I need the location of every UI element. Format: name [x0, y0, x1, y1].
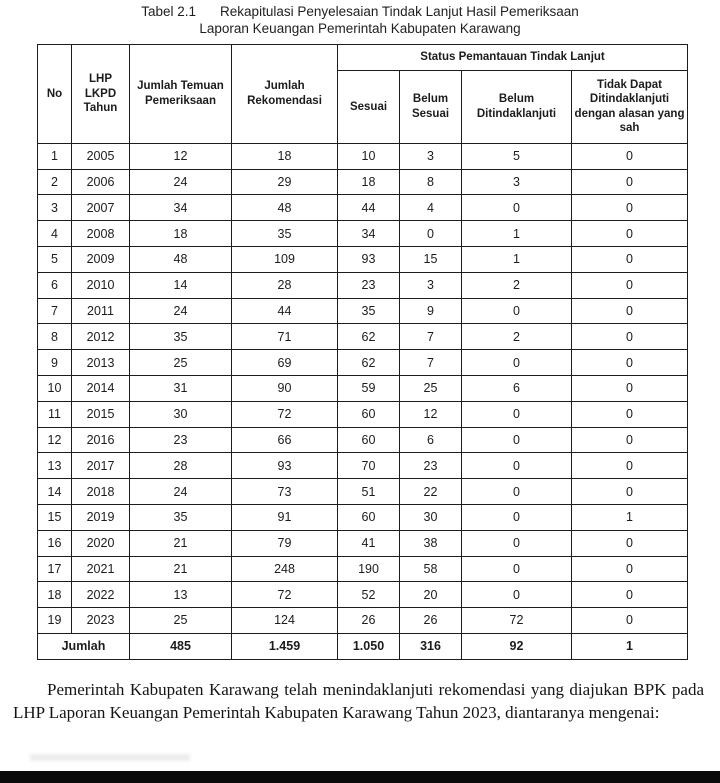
table-cell: 48	[232, 195, 338, 221]
table-cell: 21	[130, 530, 232, 556]
table-cell: 17	[38, 556, 72, 582]
table-cell: 109	[232, 246, 338, 272]
table-cell: 25	[130, 608, 232, 634]
table-row	[38, 479, 688, 505]
table-cell: 62	[338, 350, 400, 376]
table-cell: 93	[338, 246, 400, 272]
table-cell: 0	[462, 504, 572, 530]
table-row	[38, 195, 688, 221]
table-row	[38, 350, 688, 376]
table-cell: 0	[462, 350, 572, 376]
table-row	[38, 246, 688, 272]
table-cell: 2010	[72, 272, 130, 298]
table-cell: 0	[572, 608, 688, 634]
total-rekomendasi: 1.459	[232, 633, 338, 659]
table-cell: 60	[338, 427, 400, 453]
table-cell: 9	[38, 350, 72, 376]
table-row	[38, 556, 688, 582]
table-cell: 58	[400, 556, 462, 582]
table-cell: 24	[130, 169, 232, 195]
table-row	[38, 324, 688, 350]
table-cell: 52	[338, 582, 400, 608]
table-cell: 0	[572, 479, 688, 505]
table-cell: 0	[462, 479, 572, 505]
total-belum-ditindaklanjuti: 92	[462, 633, 572, 659]
header-sesuai: Sesuai	[338, 70, 400, 143]
table-row	[38, 608, 688, 634]
table-cell: 2015	[72, 401, 130, 427]
table-cell: 2005	[72, 143, 130, 169]
table-cell: 15	[38, 504, 72, 530]
table-cell: 8	[400, 169, 462, 195]
table-cell: 28	[232, 272, 338, 298]
table-cell: 25	[400, 375, 462, 401]
table-cell: 23	[130, 427, 232, 453]
table-cell: 2019	[72, 504, 130, 530]
header-belum-sesuai: Belum Sesuai	[400, 70, 462, 143]
header-status-group: Status Pemantauan Tindak Lanjut	[338, 44, 688, 70]
table-cell: 2023	[72, 608, 130, 634]
table-cell: 30	[130, 401, 232, 427]
table-cell: 35	[338, 298, 400, 324]
table-cell: 7	[400, 324, 462, 350]
table-cell: 0	[572, 298, 688, 324]
table-row	[38, 298, 688, 324]
table-cell: 248	[232, 556, 338, 582]
table-cell: 2020	[72, 530, 130, 556]
table-cell: 13	[130, 582, 232, 608]
table-cell: 0	[400, 221, 462, 247]
table-row	[38, 375, 688, 401]
table-caption-label: Tabel 2.1	[141, 4, 197, 19]
table-cell: 2006	[72, 169, 130, 195]
table-row	[38, 272, 688, 298]
table-cell: 2013	[72, 350, 130, 376]
table-cell: 1	[462, 246, 572, 272]
table-cell: 0	[462, 582, 572, 608]
table-row	[38, 582, 688, 608]
table-cell: 2	[462, 324, 572, 350]
table-cell: 60	[338, 401, 400, 427]
table-cell: 0	[572, 221, 688, 247]
table-cell: 72	[232, 582, 338, 608]
table-cell: 22	[400, 479, 462, 505]
total-temuan: 485	[130, 633, 232, 659]
table-cell: 72	[232, 401, 338, 427]
table-cell: 44	[232, 298, 338, 324]
table-cell: 21	[130, 556, 232, 582]
table-cell: 16	[38, 530, 72, 556]
table-cell: 29	[232, 169, 338, 195]
table-cell: 10	[338, 143, 400, 169]
table-caption-title: Rekapitulasi Penyelesaian Tindak Lanjut Hasil Pemeriksaan	[220, 4, 579, 19]
table-cell: 0	[462, 556, 572, 582]
table-footer	[38, 633, 688, 659]
table-cell: 51	[338, 479, 400, 505]
table-cell: 1	[572, 504, 688, 530]
bottom-black-bar	[0, 771, 720, 783]
table-cell: 6	[400, 427, 462, 453]
table-cell: 71	[232, 324, 338, 350]
table-cell: 0	[572, 324, 688, 350]
table-cell: 2021	[72, 556, 130, 582]
table-row	[38, 401, 688, 427]
table-cell: 2008	[72, 221, 130, 247]
table-cell: 23	[400, 453, 462, 479]
table-cell: 72	[462, 608, 572, 634]
table-cell: 0	[462, 427, 572, 453]
table-cell: 34	[338, 221, 400, 247]
table-cell: 15	[400, 246, 462, 272]
table-cell: 0	[462, 453, 572, 479]
table-cell: 3	[400, 143, 462, 169]
table-cell: 2018	[72, 479, 130, 505]
table-cell: 0	[572, 453, 688, 479]
table-cell: 35	[232, 221, 338, 247]
table-cell: 0	[572, 556, 688, 582]
header-tidak-dapat: Tidak Dapat Ditindaklanjuti dengan alasan yang sah	[572, 70, 688, 143]
table-cell: 73	[232, 479, 338, 505]
table-cell: 2007	[72, 195, 130, 221]
table-body	[38, 143, 688, 633]
table-row	[38, 143, 688, 169]
table-cell: 2012	[72, 324, 130, 350]
table-cell: 0	[462, 298, 572, 324]
table-cell: 2014	[72, 375, 130, 401]
table-cell: 0	[572, 272, 688, 298]
table-row	[38, 221, 688, 247]
table-row	[38, 530, 688, 556]
table-cell: 3	[38, 195, 72, 221]
header-no: No	[38, 44, 72, 143]
table-cell: 7	[38, 298, 72, 324]
table-cell: 18	[232, 143, 338, 169]
table-row	[38, 169, 688, 195]
table-cell: 0	[572, 195, 688, 221]
table-cell: 93	[232, 453, 338, 479]
table-cell: 62	[338, 324, 400, 350]
table-cell: 0	[572, 582, 688, 608]
table-caption-line1	[0, 4, 720, 21]
total-sesuai: 1.050	[338, 633, 400, 659]
table-cell: 13	[38, 453, 72, 479]
table-cell: 1	[38, 143, 72, 169]
table-cell: 6	[38, 272, 72, 298]
total-label: Jumlah	[38, 633, 130, 659]
table-cell: 90	[232, 375, 338, 401]
table-cell: 69	[232, 350, 338, 376]
table-cell: 20	[400, 582, 462, 608]
table-cell: 2009	[72, 246, 130, 272]
table-cell: 5	[462, 143, 572, 169]
table-cell: 23	[338, 272, 400, 298]
table-cell: 4	[38, 221, 72, 247]
table-cell: 24	[130, 298, 232, 324]
table-cell: 18	[130, 221, 232, 247]
table-caption-line2: Laporan Keuangan Pemerintah Kabupaten Karawang	[199, 20, 521, 36]
total-tidak-dapat: 1	[572, 633, 688, 659]
recap-table	[37, 44, 688, 660]
table-cell: 12	[130, 143, 232, 169]
table-row	[38, 427, 688, 453]
table-cell: 35	[130, 324, 232, 350]
table-cell: 8	[38, 324, 72, 350]
table-cell: 0	[462, 195, 572, 221]
table-cell: 0	[462, 401, 572, 427]
table-cell: 30	[400, 504, 462, 530]
table-cell: 35	[130, 504, 232, 530]
table-cell: 0	[572, 530, 688, 556]
table-cell: 12	[400, 401, 462, 427]
table-cell: 0	[572, 246, 688, 272]
table-row	[38, 453, 688, 479]
scan-bleed-artifact	[30, 754, 190, 761]
header-lhp-lkpd-tahun: LHP LKPD Tahun	[72, 44, 130, 143]
table-cell: 31	[130, 375, 232, 401]
table-cell: 19	[38, 608, 72, 634]
table-cell: 26	[338, 608, 400, 634]
table-cell: 11	[38, 401, 72, 427]
table-cell: 14	[38, 479, 72, 505]
table-cell: 12	[38, 427, 72, 453]
table-cell: 2	[462, 272, 572, 298]
table-cell: 0	[572, 143, 688, 169]
table-header	[38, 44, 688, 143]
table-row	[38, 504, 688, 530]
table-cell: 0	[572, 375, 688, 401]
table-caption	[0, 0, 720, 38]
table-cell: 3	[400, 272, 462, 298]
table-cell: 3	[462, 169, 572, 195]
table-cell: 44	[338, 195, 400, 221]
closing-paragraph: Pemerintah Kabupaten Karawang telah menindaklanjuti rekomendasi yang diajukan BPK pada LHP Laporan Keuangan Pemerintah Kabupaten Karawang Tahun 2023, diantaranya mengenai:	[13, 680, 704, 722]
table-cell: 41	[338, 530, 400, 556]
table-cell: 0	[572, 401, 688, 427]
table-cell: 2017	[72, 453, 130, 479]
table-cell: 26	[400, 608, 462, 634]
table-cell: 18	[38, 582, 72, 608]
total-belum-sesuai: 316	[400, 633, 462, 659]
table-cell: 28	[130, 453, 232, 479]
table-cell: 0	[462, 530, 572, 556]
table-cell: 66	[232, 427, 338, 453]
table-cell: 2	[38, 169, 72, 195]
table-cell: 18	[338, 169, 400, 195]
table-cell: 34	[130, 195, 232, 221]
table-cell: 60	[338, 504, 400, 530]
table-cell: 59	[338, 375, 400, 401]
table-cell: 2011	[72, 298, 130, 324]
table-cell: 14	[130, 272, 232, 298]
table-cell: 5	[38, 246, 72, 272]
table-cell: 0	[572, 169, 688, 195]
table-cell: 24	[130, 479, 232, 505]
table-cell: 6	[462, 375, 572, 401]
table-cell: 7	[400, 350, 462, 376]
total-row	[38, 633, 688, 659]
table-cell: 1	[462, 221, 572, 247]
table-cell: 25	[130, 350, 232, 376]
table-cell: 9	[400, 298, 462, 324]
table-cell: 70	[338, 453, 400, 479]
table-cell: 91	[232, 504, 338, 530]
table-cell: 2016	[72, 427, 130, 453]
table-cell: 48	[130, 246, 232, 272]
header-jumlah-rekomendasi: Jumlah Rekomendasi	[232, 44, 338, 143]
table-cell: 38	[400, 530, 462, 556]
table-cell: 0	[572, 350, 688, 376]
table-cell: 2022	[72, 582, 130, 608]
table-cell: 79	[232, 530, 338, 556]
table-cell: 190	[338, 556, 400, 582]
table-cell: 4	[400, 195, 462, 221]
table-cell: 124	[232, 608, 338, 634]
header-jumlah-temuan: Jumlah Temuan Pemeriksaan	[130, 44, 232, 143]
table-cell: 0	[572, 427, 688, 453]
header-belum-ditindaklanjuti: Belum Ditindaklanjuti	[462, 70, 572, 143]
table-cell: 10	[38, 375, 72, 401]
